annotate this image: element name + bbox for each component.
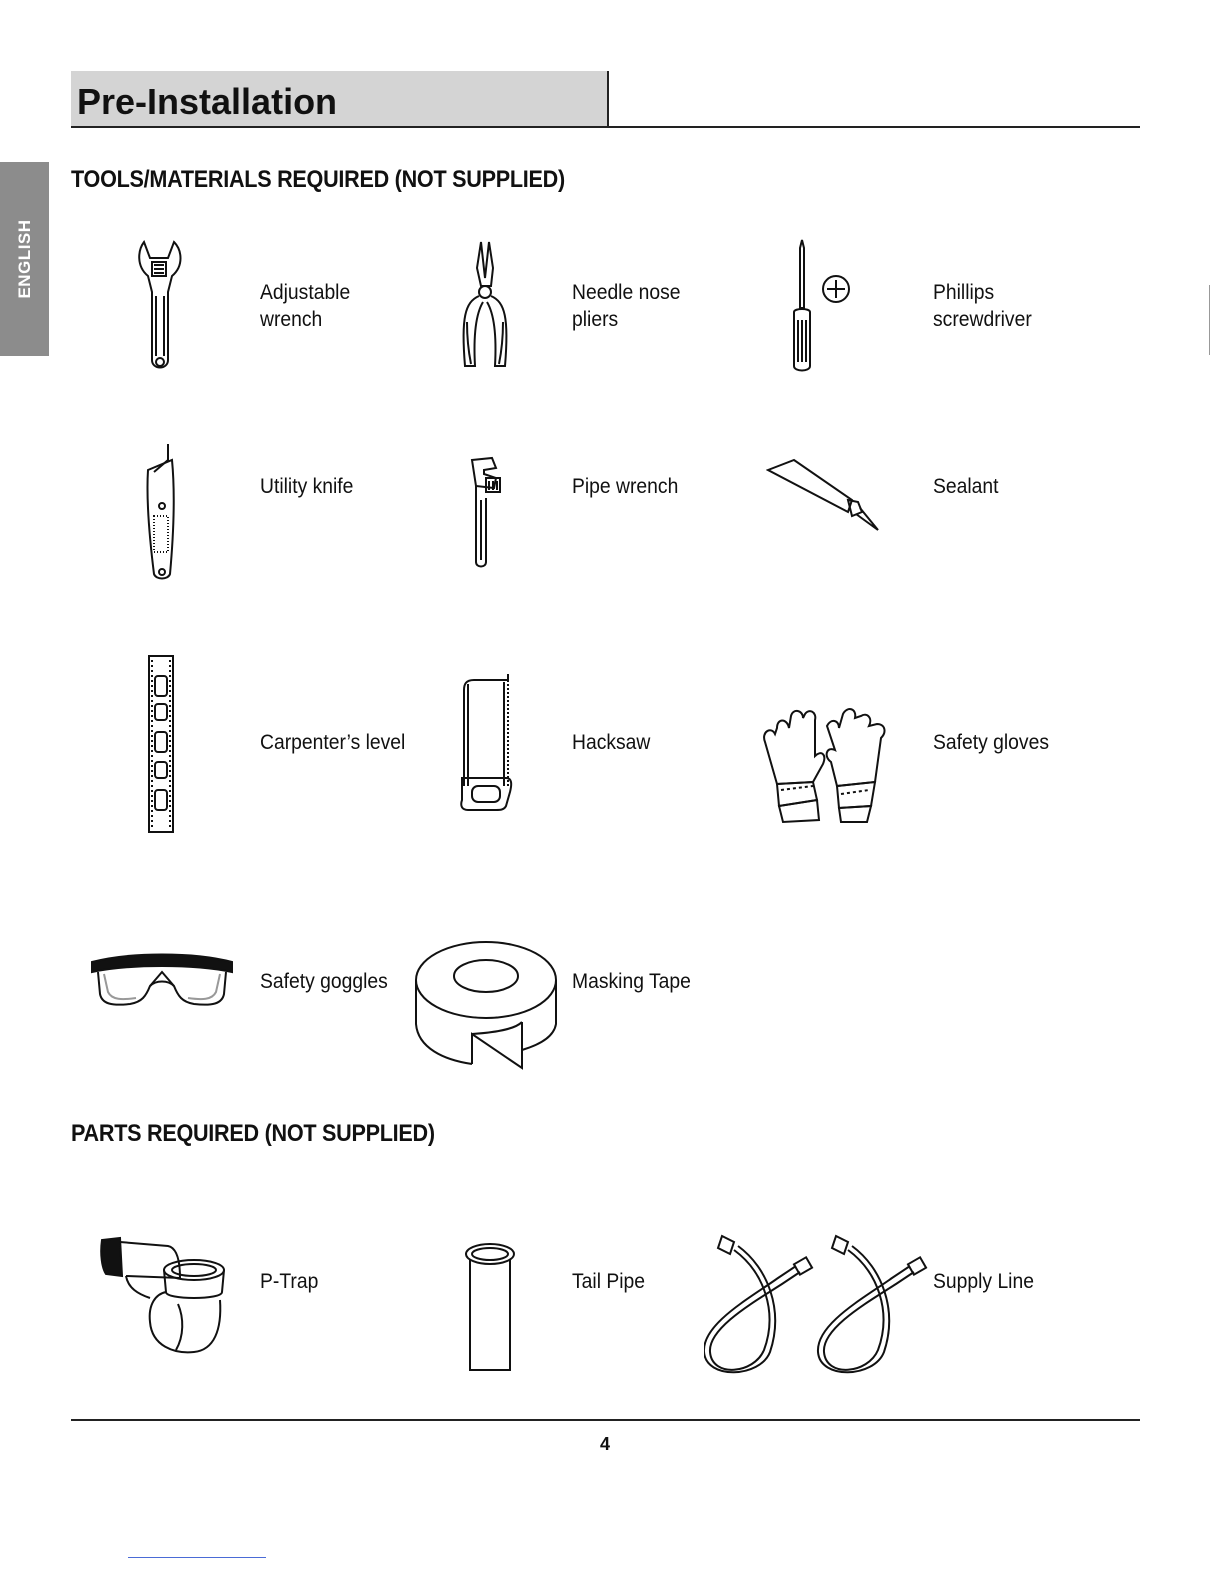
language-tab [0, 162, 49, 356]
pipe-wrench-label: Pipe wrench [572, 475, 679, 498]
supply-line-label: Supply Line [933, 1270, 1034, 1293]
page-number: 4 [599, 1434, 610, 1454]
masking-tape-label: Masking Tape [572, 970, 691, 993]
needle-nose-pliers-icon [455, 238, 515, 372]
adjustable-wrench-icon [130, 236, 190, 376]
header-divider [607, 71, 609, 127]
language-tab-label: ENGLISH [14, 219, 34, 299]
utility-knife-label: Utility knife [260, 475, 354, 498]
hacksaw-icon [458, 668, 520, 812]
sealant-icon [766, 456, 882, 534]
p-trap-label: P-Trap [260, 1270, 319, 1293]
page-edge-line [1209, 285, 1210, 355]
adjustable-wrench-label: Adjustable wrench [260, 281, 351, 331]
safety-goggles-label: Safety goggles [260, 970, 388, 993]
p-trap-icon [98, 1234, 232, 1358]
hacksaw-label: Hacksaw [572, 731, 651, 754]
bottom-link-underline [128, 1557, 266, 1558]
utility-knife-icon [138, 442, 188, 582]
tools-section-heading: TOOLS/MATERIALS REQUIRED (NOT SUPPLIED) [71, 166, 565, 193]
needle-nose-pliers-label: Needle nose pliers [572, 281, 681, 331]
masking-tape-icon [412, 936, 562, 1072]
tail-pipe-label: Tail Pipe [572, 1270, 646, 1293]
safety-gloves-icon [757, 706, 889, 824]
safety-goggles-icon [90, 950, 234, 1012]
footer-rule [71, 1419, 1140, 1421]
sealant-label: Sealant [933, 475, 999, 498]
carpenters-level-icon [146, 654, 176, 836]
page-title: Pre-Installation [77, 81, 338, 122]
pipe-wrench-icon [462, 454, 508, 570]
supply-line-icon [704, 1232, 940, 1380]
carpenters-level-label: Carpenter’s level [260, 731, 406, 754]
header-rule [71, 126, 1140, 128]
parts-section-heading: PARTS REQUIRED (NOT SUPPLIED) [71, 1120, 435, 1147]
tail-pipe-icon [460, 1240, 520, 1376]
phillips-screwdriver-icon [784, 236, 854, 374]
phillips-screwdriver-label: Phillips screwdriver [933, 281, 1032, 331]
safety-gloves-label: Safety gloves [933, 731, 1049, 754]
